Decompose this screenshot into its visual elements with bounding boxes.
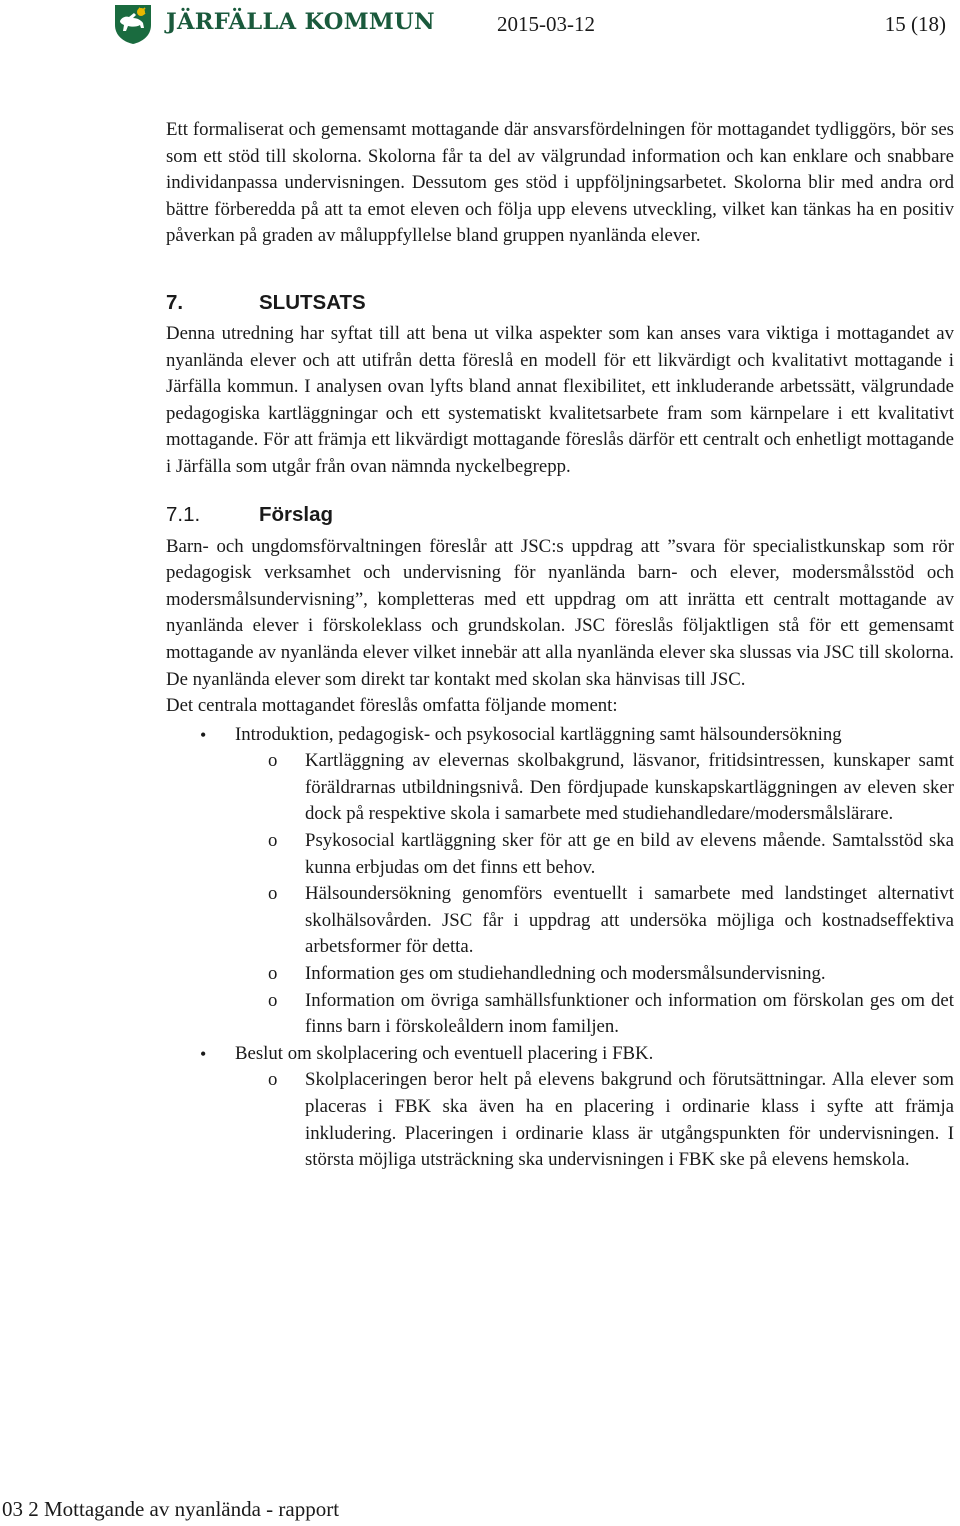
- moment-list: [166, 722, 954, 1174]
- page-footer: 03 2 Mottagande av nyanlända - rapport: [2, 1497, 340, 1521]
- list-item: [166, 1041, 954, 1174]
- sub-list-item: [268, 828, 954, 881]
- subsection-heading-forslag: [166, 503, 954, 534]
- sub-list-item-text: Kartläggning av elevernas skolbakgrund, läsvanor, fritidsintressen, kunskaper samt föräldrarnas utbildningsnivå. Den fördjupade kunskapskartläggningen av eleven sker dock på respektive skola i samarbete med studiehandledare/modersmålslärare.: [305, 750, 954, 825]
- sub-list-item-text: Information om övriga samhällsfunktioner och information om förskolan ges om det finns barn i förskoleåldern inom familjen.: [305, 989, 954, 1038]
- sub-list-item: [268, 961, 954, 988]
- sub-bullet-icon: o: [268, 989, 278, 1011]
- sub-list: [235, 1067, 954, 1173]
- organization-name: JÄRFÄLLA KOMMUN: [166, 9, 435, 35]
- list-item: [166, 722, 954, 1041]
- sub-list-item: [268, 748, 954, 828]
- sub-list-item: [268, 1067, 954, 1173]
- bullet-icon: •: [200, 724, 207, 745]
- section-title: SLUTSATS: [259, 290, 366, 314]
- sub-list-item-text: Skolplaceringen beror helt på elevens bakgrund och förutsättningar. Alla elever som placeras i FBK ska även ha en placering i ordinarie klass i syfte att främja inkludering. Placeringen i ordinarie klass är utgångspunkten för undervisningen. I största möjliga utsträckning ska undervisningen i FBK ske på elevens hemskola.: [305, 1069, 954, 1171]
- forslag-paragraph: Barn- och ungdomsförvaltningen föreslår att JSC:s uppdrag att ”svara för specialistkunskap som rör pedagogisk verksamhet och undervisning för nyanlända barn- och elever, modersmålsstöd och modersmålsundervisning”, kompletteras med ett uppdrag om att inrätta ett centralt mottagande av nyanlända elever i förskoleklass och grundskolan. JSC föreslås följaktligen stå för ett gemensamt mottagande av nyanlända elever vilket innebär att alla nyanlända elever ska slussas via JSC till skolorna. De nyanlända elever som direkt tar kontakt med skolan ska hänvisas till JSC.: [166, 535, 954, 690]
- subsection-title: Förslag: [259, 502, 334, 526]
- subsection-number: 7.1.: [166, 502, 201, 526]
- intro-paragraph: Ett formaliserat och gemensamt mottagande där ansvarsfördelningen för mottagandet tydliggörs, bör ses som ett stöd till skolorna. Skolorna får ta del av välgrundad information och kan enklare och snabbare individanpassa undervisningen. Dessutom ges stöd i uppföljningsarbetet. Skolorna blir med andra ord bättre förberedda på att ta emot eleven och följa upp elevens utveckling, vilket kan tänkas ha en positiv påverkan på graden av måluppfyllelse bland gruppen nyanlända elever.: [166, 119, 954, 247]
- slutsats-paragraph: Denna utredning har syftat till att bena ut vilka aspekter som kan anses vara viktiga i mottagandet av nyanlända elever och att utifrån detta föreslå en modell för ett likvärdigt och kvalitativt mottagande i Järfälla kommun. I analysen ovan lyfts bland annat flexibilitet, ett inkluderande arbetssätt, välgrundade pedagogiska kartläggningar och ett systematiskt kvalitetsarbete fram som kärnpelare i ett kvalitativt mottagande. För att främja ett likvärdigt mottagande föreslås därför ett centralt och enhetligt mottagande i Järfälla som utgår från ovan nämnda nyckelbegrepp.: [166, 322, 954, 477]
- section-number: 7.: [166, 290, 184, 314]
- list-item-text: Beslut om skolplacering och eventuell placering i FBK.: [235, 1042, 654, 1064]
- bullet-icon: •: [200, 1043, 207, 1064]
- sub-list-item: [268, 988, 954, 1041]
- document-date: 2015-03-12: [497, 12, 595, 36]
- sub-list-item: [268, 881, 954, 961]
- page-number: 15 (18): [884, 12, 946, 36]
- municipal-coat-of-arms-icon: [112, 3, 154, 45]
- sub-bullet-icon: o: [268, 830, 278, 852]
- page-header: [0, 0, 960, 52]
- list-item-text: Introduktion, pedagogisk- och psykosocial kartläggning samt hälsoundersökning: [235, 723, 842, 745]
- sub-list: [235, 748, 954, 1041]
- sub-bullet-icon: o: [268, 750, 278, 772]
- sub-bullet-icon: o: [268, 963, 278, 985]
- section-heading-slutsats: [166, 291, 954, 321]
- sub-bullet-icon: o: [268, 883, 278, 905]
- sub-bullet-icon: o: [268, 1069, 278, 1091]
- moment-intro: Det centrala mottagandet föreslås omfatta följande moment:: [166, 695, 618, 717]
- sub-list-item-text: Psykosocial kartläggning sker för att ge en bild av elevens mående. Samtalsstöd ska kunna erbjudas om det finns ett behov.: [305, 830, 954, 878]
- sub-list-item-text: Information ges om studiehandledning och modersmålsundervisning.: [305, 963, 826, 985]
- sub-list-item-text: Hälsoundersökning genomförs eventuellt i samarbete med landstinget alternativt skolhälsovården. JSC får i uppdrag att undersöka möjliga och kostnadseffektiva arbetsformer för detta.: [305, 883, 954, 958]
- document-body: [166, 117, 954, 1174]
